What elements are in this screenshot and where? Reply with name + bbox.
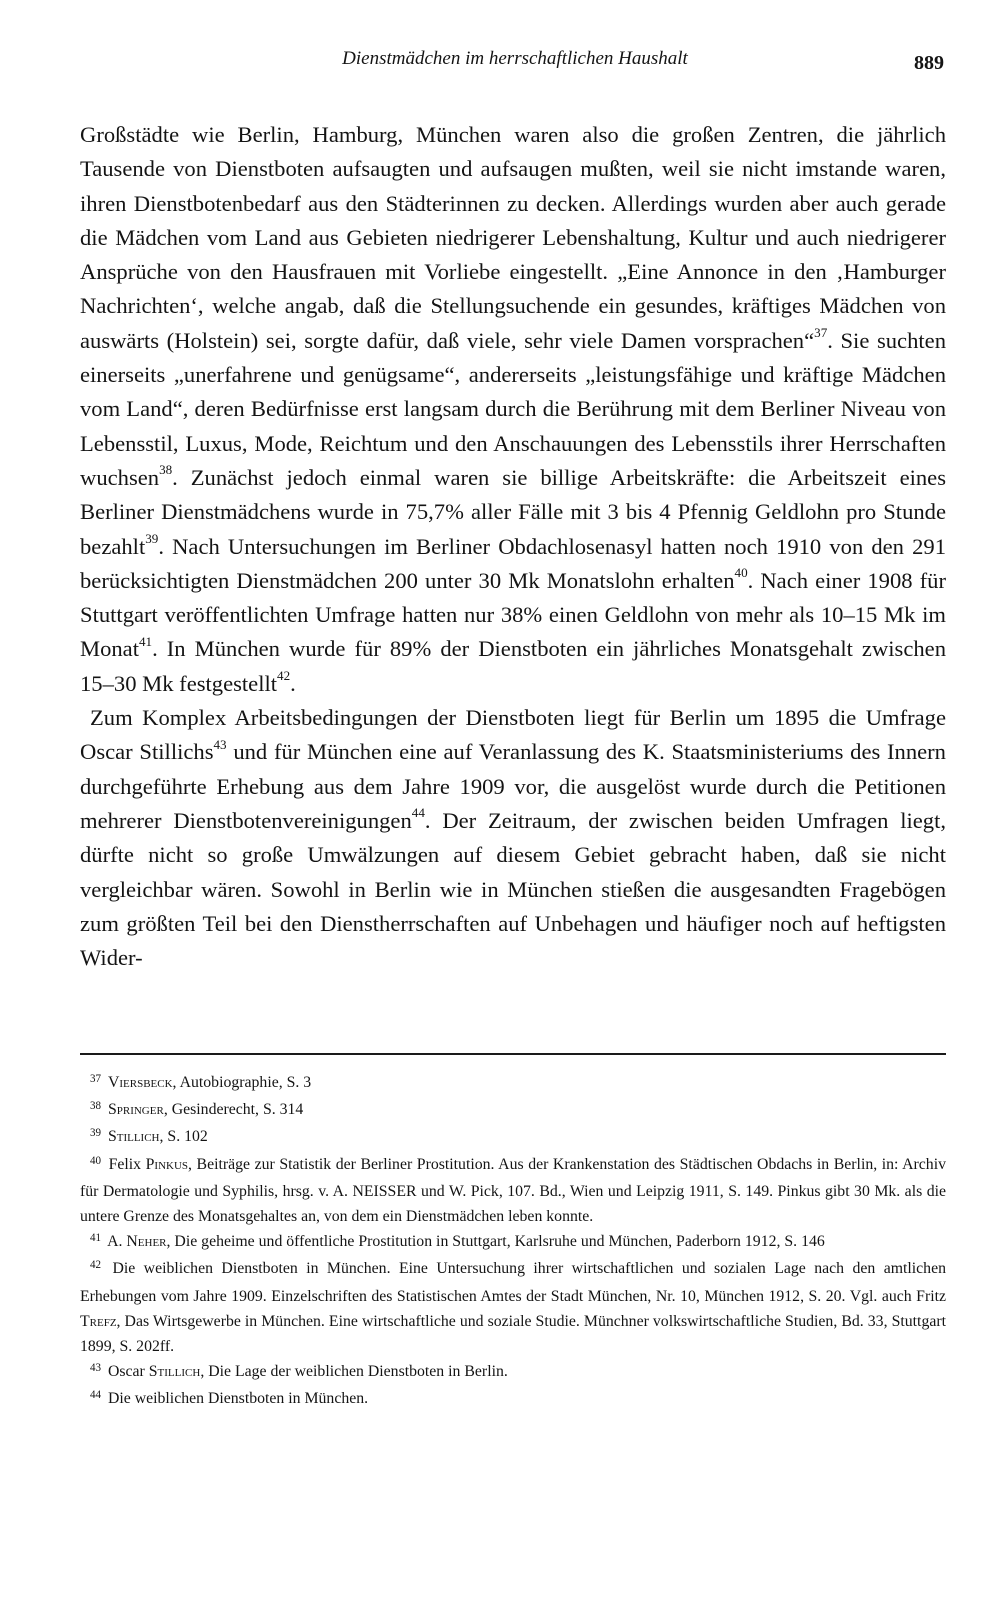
paragraph-1 xyxy=(80,118,946,701)
footnote-38 xyxy=(80,1097,946,1124)
footnote-39 xyxy=(80,1124,946,1151)
footnote-37 xyxy=(80,1070,946,1097)
text-run: Die weiblichen Dienstboten in München. Eine Untersuchung ihrer wirtschaftlichen und sozialen Lage nach den amtlichen Erhebungen vom Jahre 1909. Einzelschriften des Statistischen Amtes der Stadt München, Nr. 10, München 1912, S. 20. Vgl. auch Fritz xyxy=(80,1260,946,1305)
text-run: , Die Lage der weiblichen Dienstboten in Berlin. xyxy=(200,1363,508,1381)
page-number: 889 xyxy=(914,52,944,74)
text-run: , Gesinderecht, S. 314 xyxy=(163,1101,304,1119)
running-title: Dienstmädchen im herrschaftlichen Haushalt xyxy=(342,48,688,69)
text-run: Felix xyxy=(108,1155,146,1173)
footnote-40 xyxy=(80,1152,946,1230)
text-run: . In München wurde für 89% der Dienstboten ein jährliches Monatsgehalt zwischen 15–30 Mk festgestellt xyxy=(80,636,946,696)
text-run: und für München eine auf Veranlassung des K. Staatsministeriums des Innern durchgeführte Erhebung aus dem Jahre 1909 vor, die ausgelöst wurde durch die Petitionen mehrerer Dienstbotenvereinigungen xyxy=(80,739,946,833)
footnote-number: 39 xyxy=(90,1127,102,1140)
footnote-44 xyxy=(80,1386,946,1413)
author-name: Viersbeck xyxy=(107,1074,173,1091)
paragraph-2 xyxy=(80,701,946,975)
footnote-number: 38 xyxy=(90,1100,102,1113)
footnote-reference[interactable]: 40 xyxy=(734,565,748,581)
author-name: Stillich xyxy=(107,1128,160,1146)
footnote-reference[interactable]: 38 xyxy=(159,462,173,478)
text-run: , Das Wirtsgewerbe in München. Eine wirtschaftliche und soziale Studie. Münchner volkswirtschaftliche Studien, Bd. 33, Stuttgart 1899, S. 202ff. xyxy=(80,1312,946,1356)
footnote-number: 41 xyxy=(90,1232,102,1245)
footnote-reference[interactable]: 39 xyxy=(145,531,159,547)
text-run: . Sie suchten einerseits „unerfahrene und genügsame“, andererseits „leistungsfähige und kräftige Mädchen vom Land“, deren Bedürfnisse erst langsam durch die Berührung mit dem Berliner Niveau von Lebensstil, Luxus, Mode, Reichtum und den Anschauungen des Lebensstils ihrer Herrschaften wuchsen xyxy=(80,327,946,490)
footnote-number: 42 xyxy=(90,1259,102,1272)
footnote-43 xyxy=(80,1359,946,1386)
footnote-number: 43 xyxy=(90,1362,102,1375)
footnote-reference[interactable]: 42 xyxy=(277,668,291,684)
text-run: . xyxy=(290,670,296,696)
running-head xyxy=(80,48,950,84)
author-name: Springer xyxy=(107,1101,164,1119)
footnote-number: 44 xyxy=(90,1389,102,1402)
footnote-rule xyxy=(80,1053,946,1055)
text-run: . Der Zeitraum, der zwischen beiden Umfragen liegt, dürfte nicht so große Umwälzungen auf diesem Gebiet gebracht haben, daß sie nicht vergleichbar wären. Sowohl in Berlin wie in München stießen die ausgesandten Fragebögen zum größten Teil bei den Dienstherrschaften auf Unbehagen und häufiger noch auf heftigsten Wider- xyxy=(80,807,946,971)
text-run: Zum Komplex Arbeitsbedingungen der Dienstboten liegt für Berlin um 1895 die Umfrage Oscar Stillichs xyxy=(80,705,946,765)
author-name: Neher xyxy=(126,1233,167,1251)
text-run: , Die geheime und öffentliche Prostitution in Stuttgart, Karlsruhe und München, Paderborn 1912, S. 146 xyxy=(166,1233,825,1251)
body-text xyxy=(80,118,946,975)
author-name: Stillich xyxy=(148,1363,201,1381)
text-run: . Nach einer 1908 für Stuttgart veröffentlichten Umfrage hatten nur 38% einen Geldlohn von mehr als 10–15 Mk im Monat xyxy=(80,567,946,662)
text-run: . Nach Untersuchungen im Berliner Obdachlosenasyl hatten noch 1910 von den 291 berücksichtigten Dienstmädchen 200 unter 30 Mk Monatslohn erhalten xyxy=(80,533,946,593)
text-run: Oscar xyxy=(107,1363,149,1381)
text-run: Großstädte wie Berlin, Hamburg, München waren also die großen Zentren, die jährlich Tausende von Dienstboten aufsaugten und aufsaugen mußten, weil sie nicht imstande waren, ihren Dienstbotenbedarf aus den Städterinnen zu decken. Allerdings wurden aber auch gerade die Mädchen vom Land aus Gebieten niedrigerer Lebenshaltung, Kultur und auch niedrigerer Ansprüche von den Hausfrauen mit Vorliebe eingestellt. „Eine Annonce in den ‚Hamburger Nachrichten‘, welche angab, daß die Stellungsuchende ein gesundes, kräftiges Mädchen von auswärts (Holstein) sei, sorgte dafür, daß viele, sehr viele Damen vorsprachen“ xyxy=(80,122,946,353)
footnote-reference[interactable]: 44 xyxy=(411,805,425,821)
footnote-number: 40 xyxy=(90,1154,102,1167)
author-name: Trefz xyxy=(80,1312,117,1330)
text-run: , Beiträge zur Statistik der Berliner Prostitution. Aus der Krankenstation des Städtischen Obdachs in Berlin, in: Archiv für Dermatologie und Syphilis, hrsg. v. A. NEISSER und W. Pick, 107. Bd., Wien und Leipzig 1911, S. 149. Pinkus gibt 30 Mk. als die untere Grenze des Monatsgehaltes an, von dem ein Dienstmädchen leben konnte. xyxy=(80,1155,946,1226)
text-run: A. xyxy=(107,1233,127,1251)
text-run: , S. 102 xyxy=(159,1128,208,1146)
footnote-number: 37 xyxy=(90,1073,102,1086)
text-run: , Autobiographie, S. 3 xyxy=(172,1074,312,1091)
footnote-reference[interactable]: 43 xyxy=(213,736,227,752)
text-run: Die weiblichen Dienstboten in München. xyxy=(107,1390,369,1408)
footnote-reference[interactable]: 37 xyxy=(814,325,828,341)
footnote-reference[interactable]: 41 xyxy=(139,633,153,649)
footnote-42 xyxy=(80,1256,946,1359)
author-name: Pinkus xyxy=(145,1155,189,1173)
text-run: . Zunächst jedoch einmal waren sie billige Arbeitskräfte: die Arbeitszeit eines Berliner Dienstmädchens wurde in 75,7% aller Fälle mit 3 bis 4 Pfennig Geldlohn pro Stunde bezahlt xyxy=(80,464,946,559)
footnote-41 xyxy=(80,1229,946,1256)
footnotes xyxy=(80,1070,946,1414)
